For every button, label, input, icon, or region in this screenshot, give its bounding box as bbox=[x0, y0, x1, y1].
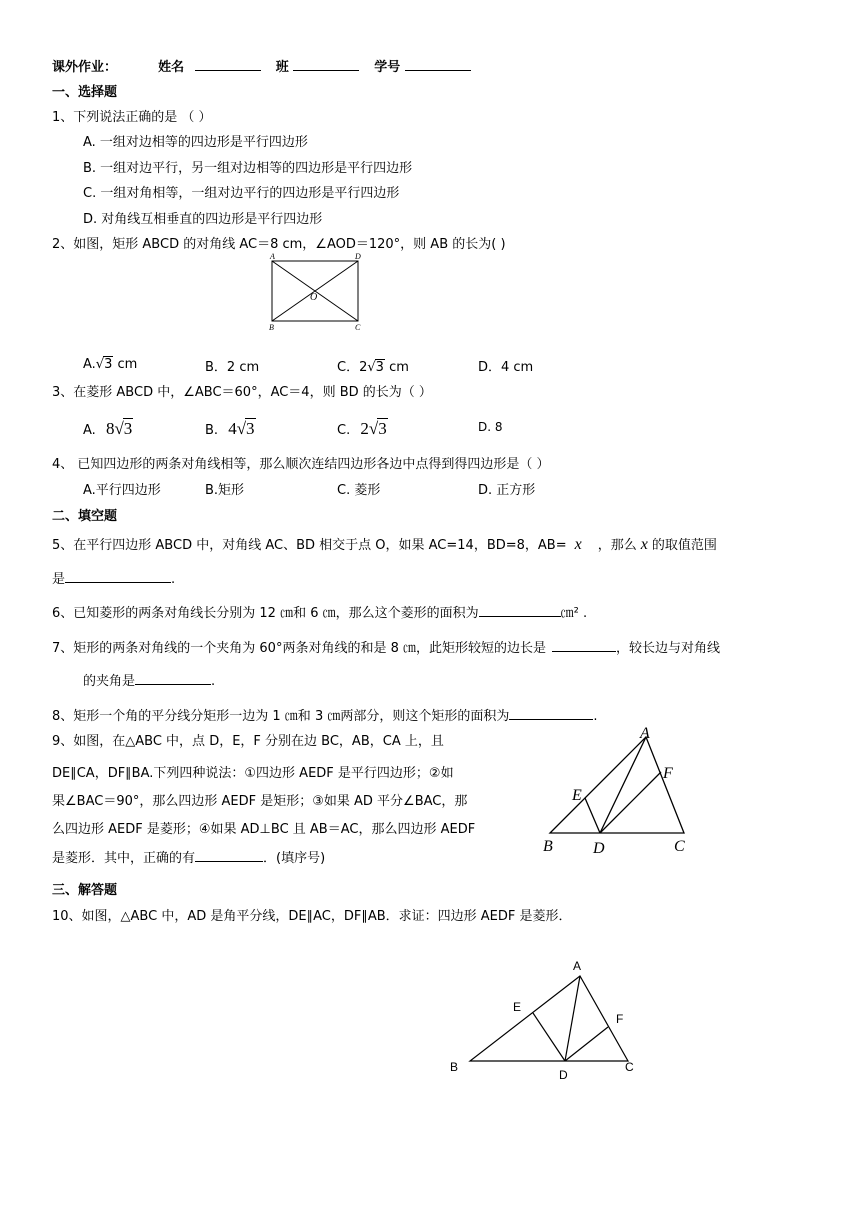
q4-option-a: A.平行四边形 bbox=[83, 483, 161, 498]
class-field[interactable] bbox=[293, 58, 359, 71]
q9-label-d: D bbox=[593, 840, 605, 857]
q3-option-c: C. 2√3 bbox=[337, 419, 387, 438]
q2-option-b: B．2 cm bbox=[205, 360, 260, 375]
q3-option-b: B. 4√3 bbox=[205, 419, 255, 438]
q9-line2: DE∥CA，DF∥BA.下列四种说法：①四边形 AEDF 是平行四边形；②如 bbox=[52, 766, 454, 781]
q9-label-a: A bbox=[640, 725, 650, 742]
section-choice-title: 一、选择题 bbox=[52, 85, 118, 100]
q10-label-f: F bbox=[616, 1012, 624, 1026]
q10-label-c: C bbox=[625, 1060, 634, 1074]
q3-option-d: D. 8 bbox=[478, 420, 503, 434]
q6-answer-blank[interactable] bbox=[479, 604, 561, 617]
q4-option-b: B.矩形 bbox=[205, 483, 245, 498]
student-id-field[interactable] bbox=[405, 58, 471, 71]
homework-title: 课外作业： bbox=[52, 60, 118, 75]
q7-answer-blank-1[interactable] bbox=[552, 639, 616, 652]
q9-label-f: F bbox=[663, 765, 673, 782]
q8-line: 8、矩形一个角的平分线分矩形一边为 1 ㎝和 3 ㎝两部分，则这个矩形的面积为 . bbox=[52, 709, 598, 724]
q4-option-c: C. 菱形 bbox=[337, 483, 381, 498]
q6-line: 6、已知菱形的两条对角线长分别为 12 ㎝和 6 ㎝，那么这个菱形的面积为 ㎝² . bbox=[52, 606, 588, 621]
q1-option-c: C. 一组对角相等，一组对边平行的四边形是平行四边形 bbox=[83, 186, 400, 201]
q7-line2: 的夹角是 . bbox=[83, 674, 216, 689]
section-fill-title: 二、填空题 bbox=[52, 509, 118, 524]
section-solve-title: 三、解答题 bbox=[52, 883, 118, 898]
class-label: 班 bbox=[275, 60, 289, 75]
name-field[interactable] bbox=[195, 58, 261, 71]
q8-answer-blank[interactable] bbox=[509, 707, 593, 720]
q10-label-d: D bbox=[559, 1068, 568, 1080]
q3-stem: 3、在菱形 ABCD 中，∠ABC＝60°，AC＝4，则 BD 的长为（ ） bbox=[52, 385, 432, 400]
q1-option-a: A. 一组对边相等的四边形是平行四边形 bbox=[83, 135, 308, 150]
q1-option-d: D. 对角线互相垂直的四边形是平行四边形 bbox=[83, 212, 323, 227]
name-label: 姓名 bbox=[158, 60, 185, 75]
student-id-label: 学号 bbox=[374, 60, 401, 75]
q9-triangle-figure bbox=[540, 724, 700, 858]
q2-stem: 2、如图，矩形 ABCD 的对角线 AC＝8 cm，∠AOD＝120°，则 AB 的长为( ) bbox=[52, 237, 506, 252]
q2-label-o: O bbox=[310, 292, 318, 303]
q9-line4: 么四边形 AEDF 是菱形；④如果 AD⊥BC 且 AB＝AC，那么四边形 AEDF bbox=[52, 822, 476, 837]
q4-option-d: D. 正方形 bbox=[478, 483, 536, 498]
q10-triangle-figure bbox=[440, 950, 650, 1080]
q1-stem: 1、下列说法正确的是 （ ） bbox=[52, 110, 212, 125]
q7-line1: 7、矩形的两条对角线的一个夹角为 60°两条对角线的和是 8 ㎝，此矩形较短的边长是 ，较长边与对角线 bbox=[52, 641, 720, 656]
q2-label-b: B bbox=[269, 323, 274, 332]
q9-label-b: B bbox=[543, 838, 553, 855]
q2-label-d: D bbox=[355, 252, 361, 261]
q2-label-a: A bbox=[270, 252, 275, 261]
q10-stem: 10、如图，△ABC 中，AD 是角平分线，DE∥AC，DF∥AB．求证：四边形 AEDF 是菱形． bbox=[52, 909, 572, 924]
q2-option-d: D．4 cm bbox=[478, 360, 534, 375]
q10-label-a: A bbox=[573, 959, 582, 973]
q7-answer-blank-2[interactable] bbox=[135, 672, 211, 685]
q10-label-e: E bbox=[513, 1000, 522, 1014]
q5-line1: 5、在平行四边形 ABCD 中，对角线 AC、BD 相交于点 O，如果 AC=14，BD=8，AB= x ，那么 x 的取值范围 bbox=[52, 536, 717, 553]
q2-label-c: C bbox=[355, 323, 361, 332]
q2-option-a: A.√3 cm bbox=[83, 357, 138, 372]
q3-option-a: A. 8√3 bbox=[83, 419, 133, 438]
q9-line5: 是菱形．其中，正确的有 ．(填序号) bbox=[52, 851, 326, 866]
q2-option-a-radicand: 3 bbox=[104, 357, 113, 372]
q9-line1: 9、如图，在△ABC 中，点 D，E，F 分别在边 BC，AB，CA 上，且 bbox=[52, 734, 444, 749]
q2-option-c-radicand: 3 bbox=[375, 360, 384, 375]
q9-answer-blank[interactable] bbox=[195, 849, 263, 862]
q5-answer-blank[interactable] bbox=[65, 570, 171, 583]
q9-label-e: E bbox=[572, 787, 582, 804]
q2-option-c: C．2√3 cm bbox=[337, 360, 409, 375]
q4-stem: 4、 已知四边形的两条对角线相等，那么顺次连结四边形各边中点得到得四边形是（ ） bbox=[52, 457, 550, 472]
q5-line2: 是 . bbox=[52, 572, 176, 587]
q9-label-c: C bbox=[674, 838, 685, 855]
q1-option-b: B. 一组对边平行，另一组对边相等的四边形是平行四边形 bbox=[83, 161, 413, 176]
header-row bbox=[52, 56, 471, 75]
q10-label-b: B bbox=[450, 1060, 459, 1074]
q2-rectangle-figure bbox=[262, 250, 374, 332]
q9-line3: 果∠BAC＝90°，那么四边形 AEDF 是矩形；③如果 AD 平分∠BAC，那 bbox=[52, 794, 468, 809]
